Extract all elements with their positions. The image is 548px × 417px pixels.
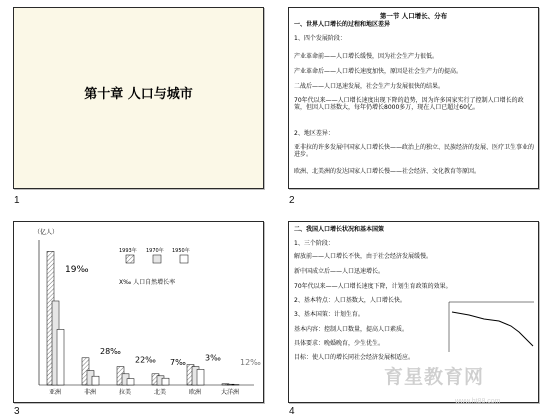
category-label: 欧洲: [189, 388, 201, 396]
text-line: 3、基本国策：计划生育。: [294, 311, 534, 318]
category-label: 非洲: [84, 388, 96, 396]
population-bar-chart: [14, 222, 263, 402]
slide-title: 第十章 人口与城市: [14, 83, 263, 102]
slide-number: 4: [289, 406, 295, 417]
legend-swatch: [180, 255, 188, 263]
text-line: 基本内容：控制人口数量，提高人口素质。: [294, 326, 534, 333]
text-line: 70年代以来——人口增长速度出现下降的趋势，因为许多国家实行了控制人口增长的政策，但因人口基数大，每年仍增长8000多万，现在人口已超过60亿。: [294, 97, 534, 112]
legend-year: 1993年: [119, 247, 137, 254]
slide-number: 1: [14, 195, 20, 206]
growth-rate-label: 12‰: [240, 358, 261, 367]
growth-rate-label: 3‰: [205, 354, 221, 363]
text-line: 2、地区差异：: [294, 130, 534, 137]
text-line: 产业革命后——人口增长速度加快，原因是社会生产力的提高。: [294, 68, 534, 75]
legend-year: 1950年: [172, 247, 190, 254]
section-heading: 第一节 人口增长、分布: [289, 11, 538, 20]
growth-rate-label: 7‰: [170, 358, 186, 367]
text-line: 70年代以来——人口增长速度下降，计划生育政策的效果。: [294, 283, 534, 290]
text-line: 具体要求：晚婚晚育，少生优生。: [294, 340, 534, 347]
bar-非洲-1950年: [92, 376, 99, 385]
growth-rate-label: 28‰: [100, 347, 121, 356]
category-label: 大洋洲: [221, 388, 239, 396]
unit-label: （亿人）: [34, 227, 58, 236]
slide-number: 3: [14, 406, 20, 417]
section-heading: 二、我国人口增长状况和基本国策: [294, 226, 534, 233]
category-label: 拉美: [119, 388, 131, 396]
text-line: 欧洲、北美洲的发达国家人口增长慢——社会经济、文化教育等原因。: [294, 168, 534, 175]
slide-thumbnail-3[interactable]: [13, 221, 264, 403]
bar-亚洲-1950年: [57, 329, 64, 385]
text-line: 1、四个发展阶段：: [294, 35, 534, 42]
legend-swatch: [153, 255, 161, 263]
legend-swatch: [126, 255, 134, 263]
bar-欧洲-1950年: [197, 369, 204, 385]
growth-rate-label: 22‰: [135, 356, 156, 365]
legend-year: 1970年: [146, 247, 164, 254]
category-label: 北美: [154, 388, 166, 396]
text-line: 目标：使人口的增长同社会经济发展相适应。: [294, 354, 534, 361]
bar-北美-1950年: [162, 378, 169, 385]
slide-number: 2: [289, 195, 295, 206]
text-line: 1、三个阶段：: [294, 240, 534, 247]
legend-note: X‰ 人口自然增长率: [119, 277, 175, 286]
growth-rate-label: 19‰: [65, 265, 89, 275]
bar-拉美-1950年: [127, 379, 134, 385]
text-line: 产业革命前——人口增长缓慢，因为社会生产力很低。: [294, 53, 534, 60]
text-line: 一、世界人口增长的过程和地区差异: [294, 21, 534, 28]
text-line: 亚非拉的许多发展中国家人口增长快——政治上的独立、民族经济的发展、医疗卫生事业的进步。: [294, 144, 534, 159]
slide-thumbnail-2[interactable]: [288, 7, 539, 189]
watermark-url: www.ht88.com: [455, 398, 501, 405]
text-line: 新中国成立后——人口迅速增长。: [294, 268, 534, 275]
category-label: 亚洲: [49, 388, 61, 396]
watermark-text: 育星教育网: [384, 362, 484, 389]
text-line: 二战后——人口迅速发展，社会生产力发展很快的结果。: [294, 83, 534, 90]
text-line: 解放前——人口增长不快，由于社会经济发展缓慢。: [294, 253, 534, 260]
slide-thumbnail-1[interactable]: [13, 7, 264, 189]
text-line: 2、基本特点：人口基数大，人口增长快。: [294, 297, 534, 304]
